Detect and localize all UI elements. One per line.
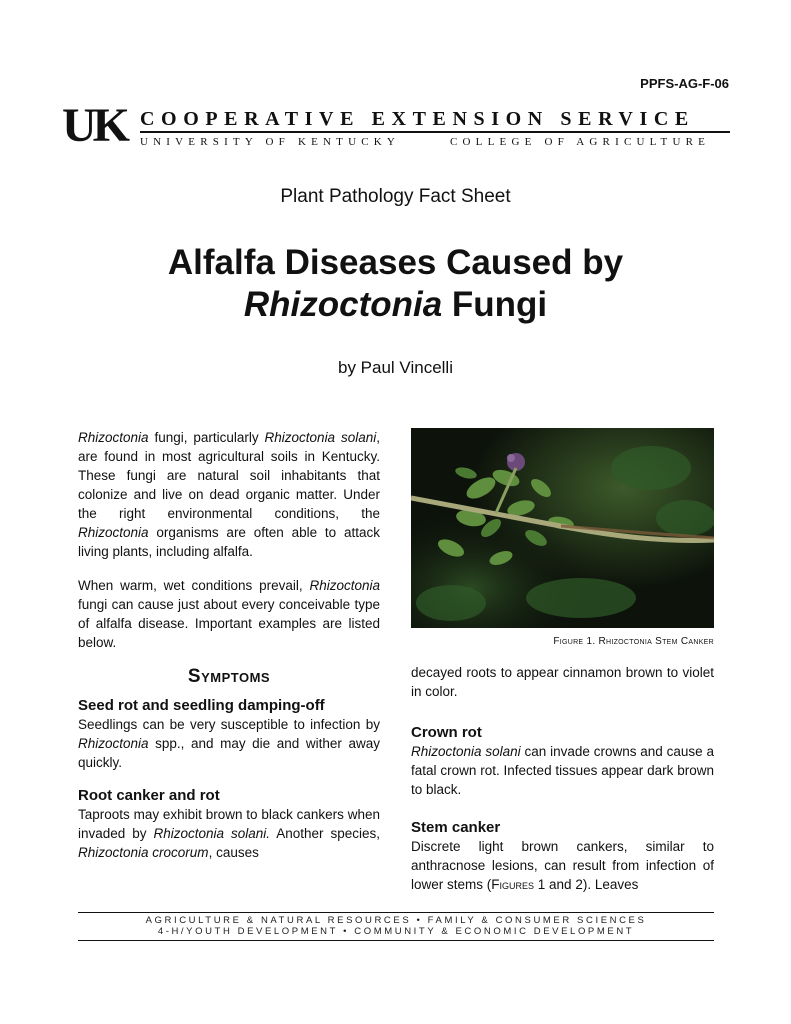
right-column	[411, 663, 714, 908]
title-genus: Rhizoctonia	[243, 285, 443, 324]
series-title: Plant Pathology Fact Sheet	[280, 186, 511, 207]
root-canker-text: Taproots may exhibit brown to black cankers when invaded by Rhizoctonia solani. Another species, Rhizoctonia crocorum, causes	[78, 807, 380, 860]
footer-rule-bottom	[78, 940, 714, 941]
crown-rot-heading: Crown rot	[411, 724, 482, 741]
seed-rot-text: Seedlings can be very susceptible to infection by Rhizoctonia spp., and may die and wither away quickly.	[78, 717, 380, 770]
seed-rot-section	[78, 696, 380, 772]
stem-canker-heading: Stem canker	[411, 819, 501, 836]
alfalfa-plant-photo	[411, 428, 714, 628]
title-rest: Fungi	[442, 285, 548, 324]
left-column	[78, 428, 380, 876]
crown-rot-text: Rhizoctonia solani can invade crowns and cause a fatal crown rot. Infected tissues appear dark brown to black.	[411, 744, 715, 797]
root-canker-heading: Root canker and rot	[78, 787, 220, 804]
byline: by Paul Vincelli	[338, 358, 453, 377]
publication-code: PPFS-AG-F-06	[640, 76, 729, 91]
university-name: UNIVERSITY OF KENTUCKY	[140, 136, 401, 148]
footer-line-1: AGRICULTURE & NATURAL RESOURCES • FAMILY & CONSUMER SCIENCES	[145, 915, 647, 926]
symptoms-heading: Symptoms	[187, 666, 271, 687]
stem-canker-text: Discrete light brown cankers, similar to anthracnose lesions, can result from infection of lower stems (Figures 1 and 2). Leaves	[411, 839, 714, 892]
stem-canker-section	[411, 818, 714, 894]
root-canker-section	[78, 786, 380, 862]
college-name: COLLEGE OF AGRICULTURE	[450, 136, 711, 148]
conditions-paragraph: When warm, wet conditions prevail, Rhizoctonia fungi can cause just about every conceivable type of alfalfa disease. Important examples are listed below.	[78, 578, 380, 650]
root-rot-continued: decayed roots to appear cinnamon brown to violet in color.	[411, 665, 714, 699]
title-line-1: Alfalfa Diseases Caused by	[167, 243, 624, 282]
photo-illustration	[411, 428, 714, 628]
organization-name: COOPERATIVE EXTENSION SERVICE	[140, 108, 695, 130]
seed-rot-heading: Seed rot and seedling damping-off	[78, 697, 325, 714]
intro-paragraph: Rhizoctonia fungi, particularly Rhizoctonia solani, are found in most agricultural soils in Kentucky. These fungi are natural soil inhabitants that colonize and live on dead organic matter. Under the right environmental conditions, the Rhizoctonia organisms are often able to attack living plants, including alfalfa.	[78, 430, 380, 559]
header-rule	[140, 131, 730, 133]
figure-caption: Figure 1. Rhizoctonia Stem Canker	[553, 636, 714, 647]
title-line-2	[0, 284, 791, 326]
footer-rule-top	[78, 912, 714, 913]
crown-rot-section	[411, 723, 714, 799]
footer-line-2: 4-H/YOUTH DEVELOPMENT • COMMUNITY & ECONOMIC DEVELOPMENT	[157, 926, 635, 937]
uk-logo: UK	[62, 99, 126, 152]
page-title	[0, 242, 791, 326]
